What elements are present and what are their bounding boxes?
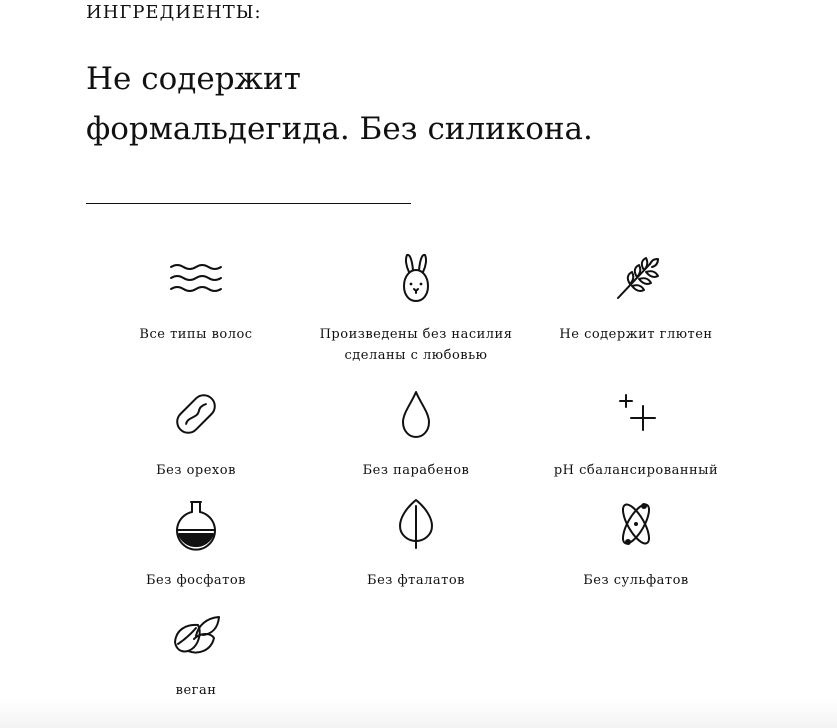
atom-icon: [606, 496, 666, 552]
feature-phosphate-free: [86, 496, 306, 591]
leaves-icon: [166, 606, 226, 662]
feature-sulfate-free: [526, 496, 746, 591]
feature-label: Не содержит глютен: [559, 327, 713, 342]
feature-paraben-free: [306, 386, 526, 481]
feature-all-hair-types: [86, 250, 306, 345]
headline: [86, 54, 646, 154]
feature-vegan: [86, 606, 306, 701]
feature-label: Без фосфатов: [145, 573, 246, 588]
feature-label: Произведены без насилия сделаны с любовью: [319, 327, 513, 363]
feature-label: Без фталатов: [367, 573, 465, 588]
bottom-fade: [0, 698, 837, 728]
feature-ph-balanced: [526, 386, 746, 481]
feature-label: Без орехов: [156, 463, 236, 478]
feature-nut-free: [86, 386, 306, 481]
bunny-icon: [386, 250, 446, 306]
feature-label: Без парабенов: [362, 463, 470, 478]
flask-icon: [166, 496, 226, 552]
headline-line-2: формальдегида. Без силикона.: [86, 111, 593, 147]
section-label: ИНГРЕДИЕНТЫ:: [86, 2, 262, 23]
plus-sparkle-icon: [606, 386, 666, 442]
wheat-icon: [606, 250, 666, 306]
feature-label: pH сбалансированный: [553, 463, 719, 478]
feature-label: Без сульфатов: [583, 573, 689, 588]
nut-icon: [166, 386, 226, 442]
feature-label: Все типы волос: [139, 327, 253, 342]
feature-gluten-free: [526, 250, 746, 345]
divider: [86, 203, 411, 204]
headline-line-1: Не содержит: [86, 61, 301, 97]
waves-icon: [166, 250, 226, 306]
feature-cruelty-free: [306, 250, 526, 366]
feature-phthalate-free: [306, 496, 526, 591]
droplet-icon: [386, 386, 446, 442]
leaf-icon: [386, 496, 446, 552]
feature-label: веган: [175, 683, 217, 698]
